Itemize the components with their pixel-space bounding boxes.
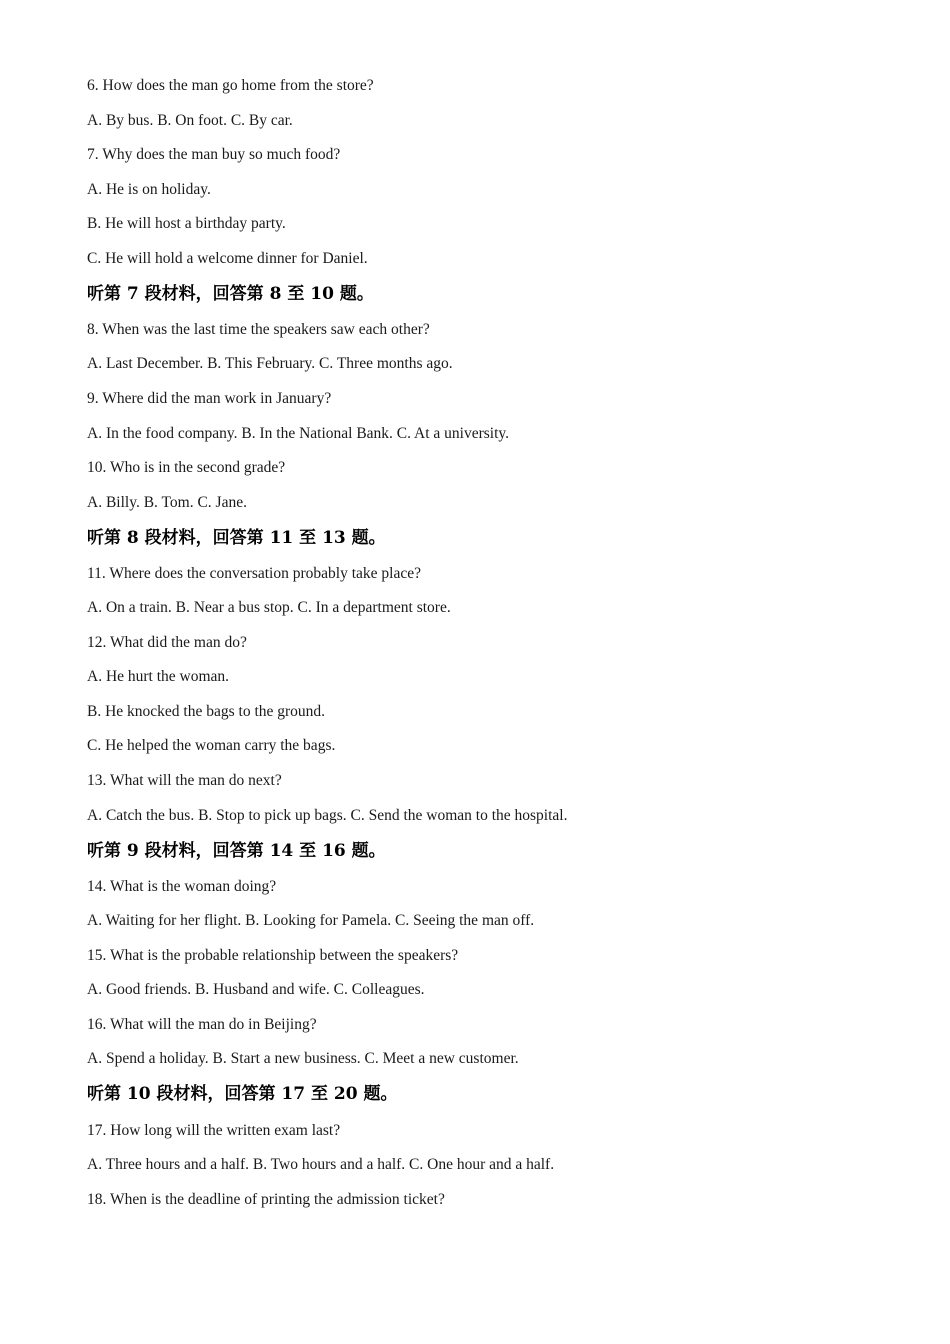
options-16: A. Spend a holiday. B. Start a new business. C. Meet a new customer. [87, 1050, 519, 1067]
question-9: 9. Where did the man work in January? [87, 390, 332, 407]
question-10: 10. Who is in the second grade? [87, 459, 286, 476]
options-8: A. Last December. B. This February. C. Three months ago. [87, 355, 453, 372]
question-11: 11. Where does the conversation probably take place? [87, 565, 421, 582]
options-17: A. Three hours and a half. B. Two hours and a half. C. One hour and a half. [87, 1156, 555, 1173]
question-6: 6. How does the man go home from the store? [87, 77, 374, 94]
question-14: 14. What is the woman doing? [87, 878, 277, 895]
option-7c: C. He will hold a welcome dinner for Daniel. [87, 250, 368, 267]
section-heading-7: 听第 7 段材料，回答第 8 至 10 题。 [87, 284, 374, 304]
question-13: 13. What will the man do next? [87, 772, 282, 789]
options-6: A. By bus. B. On foot. C. By car. [87, 112, 293, 129]
question-16: 16. What will the man do in Beijing? [87, 1016, 317, 1033]
question-8: 8. When was the last time the speakers saw each other? [87, 321, 430, 338]
options-13: A. Catch the bus. B. Stop to pick up bags. C. Send the woman to the hospital. [87, 807, 568, 824]
option-12a: A. He hurt the woman. [87, 668, 230, 685]
question-17: 17. How long will the written exam last? [87, 1122, 341, 1139]
question-18: 18. When is the deadline of printing the admission ticket? [87, 1191, 445, 1208]
question-12: 12. What did the man do? [87, 634, 247, 651]
option-12c: C. He helped the woman carry the bags. [87, 737, 336, 754]
section-heading-9: 听第 9 段材料，回答第 14 至 16 题。 [87, 841, 386, 861]
options-15: A. Good friends. B. Husband and wife. C. Colleagues. [87, 981, 425, 998]
question-7: 7. Why does the man buy so much food? [87, 146, 341, 163]
option-12b: B. He knocked the bags to the ground. [87, 703, 326, 720]
section-heading-8: 听第 8 段材料，回答第 11 至 13 题。 [87, 528, 386, 548]
options-10: A. Billy. B. Tom. C. Jane. [87, 494, 247, 511]
option-7b: B. He will host a birthday party. [87, 215, 286, 232]
section-heading-10: 听第 10 段材料，回答第 17 至 20 题。 [87, 1084, 398, 1104]
options-11: A. On a train. B. Near a bus stop. C. In a department store. [87, 599, 451, 616]
options-14: A. Waiting for her flight. B. Looking for Pamela. C. Seeing the man off. [87, 912, 535, 929]
option-7a: A. He is on holiday. [87, 181, 211, 198]
question-15: 15. What is the probable relationship between the speakers? [87, 947, 459, 964]
options-9: A. In the food company. B. In the National Bank. C. At a university. [87, 425, 510, 442]
